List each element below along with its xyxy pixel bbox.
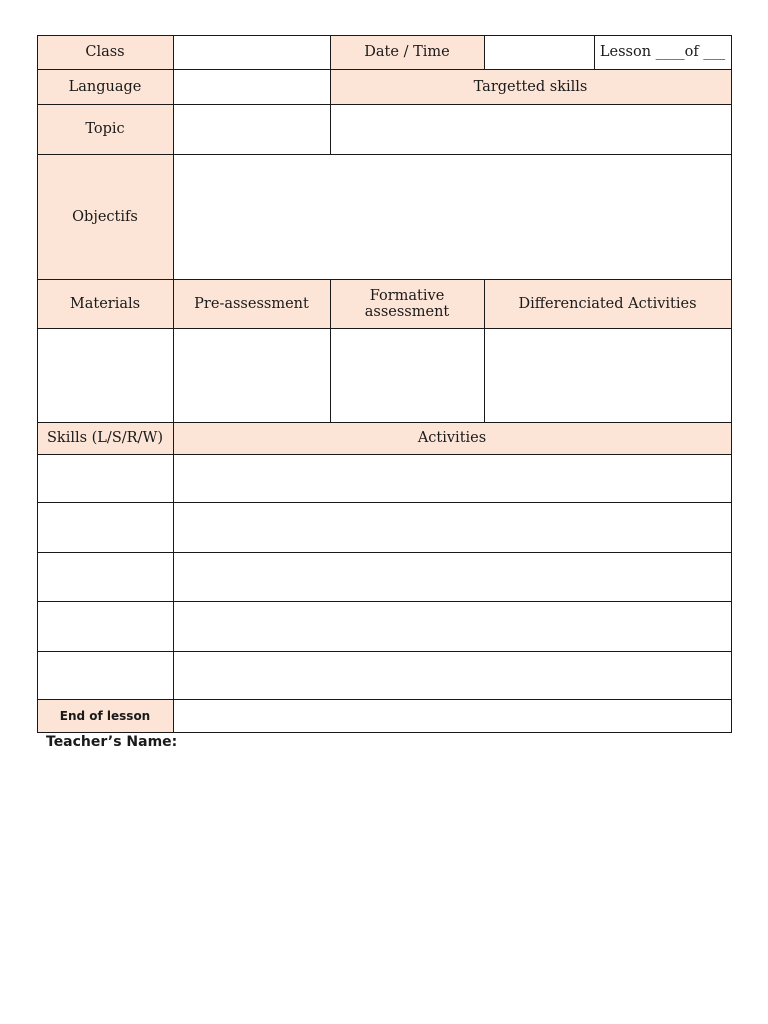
grid-line <box>37 35 732 36</box>
grid-line <box>37 454 732 455</box>
differenciated-activities-label-cell <box>484 279 731 328</box>
grid-line <box>37 35 38 733</box>
grid-line <box>37 422 732 423</box>
class-label: Class <box>85 44 125 60</box>
lesson-number-label: Lesson ____of ___ <box>599 44 726 60</box>
activity-input-cell-4[interactable] <box>173 601 731 651</box>
activities-label: Activities <box>417 430 487 446</box>
skill-input-cell-1[interactable] <box>37 454 173 502</box>
skills-label: Skills (L/S/R/W) <box>46 430 164 446</box>
grid-line <box>484 35 485 69</box>
end-of-lesson-label-cell <box>37 699 173 732</box>
class-label-cell <box>37 35 173 69</box>
skills-label-cell <box>37 422 173 454</box>
grid-line <box>37 502 732 503</box>
skill-input-cell-3[interactable] <box>37 552 173 601</box>
end-of-lesson-label: End of lesson <box>59 708 151 723</box>
pre-assessment-label: Pre-assessment <box>194 295 309 312</box>
formative-assessment-label: Formative assessment <box>364 287 450 320</box>
language-label-cell <box>37 69 173 104</box>
targetted-skills-label: Targetted skills <box>473 78 588 95</box>
grid-line <box>330 35 331 154</box>
activities-label-cell <box>173 422 731 454</box>
grid-line <box>37 328 732 329</box>
activity-input-cell-3[interactable] <box>173 552 731 601</box>
objectifs-input-cell[interactable] <box>173 154 731 279</box>
objectifs-label-cell <box>37 154 173 279</box>
materials-input-cell[interactable] <box>37 328 173 422</box>
grid-line <box>330 279 331 422</box>
class-input-cell[interactable] <box>173 35 330 69</box>
objectifs-label: Objectifs <box>72 208 138 225</box>
grid-line <box>37 601 732 602</box>
topic-label-cell <box>37 104 173 154</box>
grid-line <box>37 104 732 105</box>
grid-line <box>37 69 732 70</box>
pre-assessment-input-cell[interactable] <box>173 328 330 422</box>
differenciated-activities-input-cell[interactable] <box>484 328 731 422</box>
targetted-skills-input-cell[interactable] <box>330 104 731 154</box>
teacher-name-label: Teacher’s Name: <box>46 734 178 750</box>
end-of-lesson-input-cell[interactable] <box>173 699 731 732</box>
topic-input-cell[interactable] <box>173 104 330 154</box>
formative-assessment-label-cell <box>330 279 484 328</box>
language-input-cell[interactable] <box>173 69 330 104</box>
activity-input-cell-2[interactable] <box>173 502 731 552</box>
date-time-input-cell[interactable] <box>484 35 594 69</box>
activity-input-cell-5[interactable] <box>173 651 731 699</box>
skill-input-cell-4[interactable] <box>37 601 173 651</box>
grid-line <box>484 279 485 422</box>
skill-input-cell-2[interactable] <box>37 502 173 552</box>
grid-line <box>37 279 732 280</box>
activity-input-cell-1[interactable] <box>173 454 731 502</box>
grid-line <box>37 699 732 700</box>
grid-line <box>594 35 595 69</box>
formative-assessment-input-cell[interactable] <box>330 328 484 422</box>
skill-input-cell-5[interactable] <box>37 651 173 699</box>
differenciated-activities-label: Differenciated Activities <box>518 295 697 312</box>
grid-line <box>37 154 732 155</box>
language-label: Language <box>68 78 142 95</box>
lesson-number-cell[interactable] <box>594 35 731 69</box>
grid-line <box>37 732 732 733</box>
grid-line <box>731 35 732 733</box>
date-time-label: Date / Time <box>364 44 450 60</box>
grid-line <box>173 35 174 733</box>
materials-label-cell <box>37 279 173 328</box>
grid-line <box>37 552 732 553</box>
topic-label: Topic <box>85 121 125 137</box>
materials-label: Materials <box>69 295 141 312</box>
grid-line <box>37 651 732 652</box>
date-time-label-cell <box>330 35 484 69</box>
targetted-skills-label-cell <box>330 69 731 104</box>
pre-assessment-label-cell <box>173 279 330 328</box>
